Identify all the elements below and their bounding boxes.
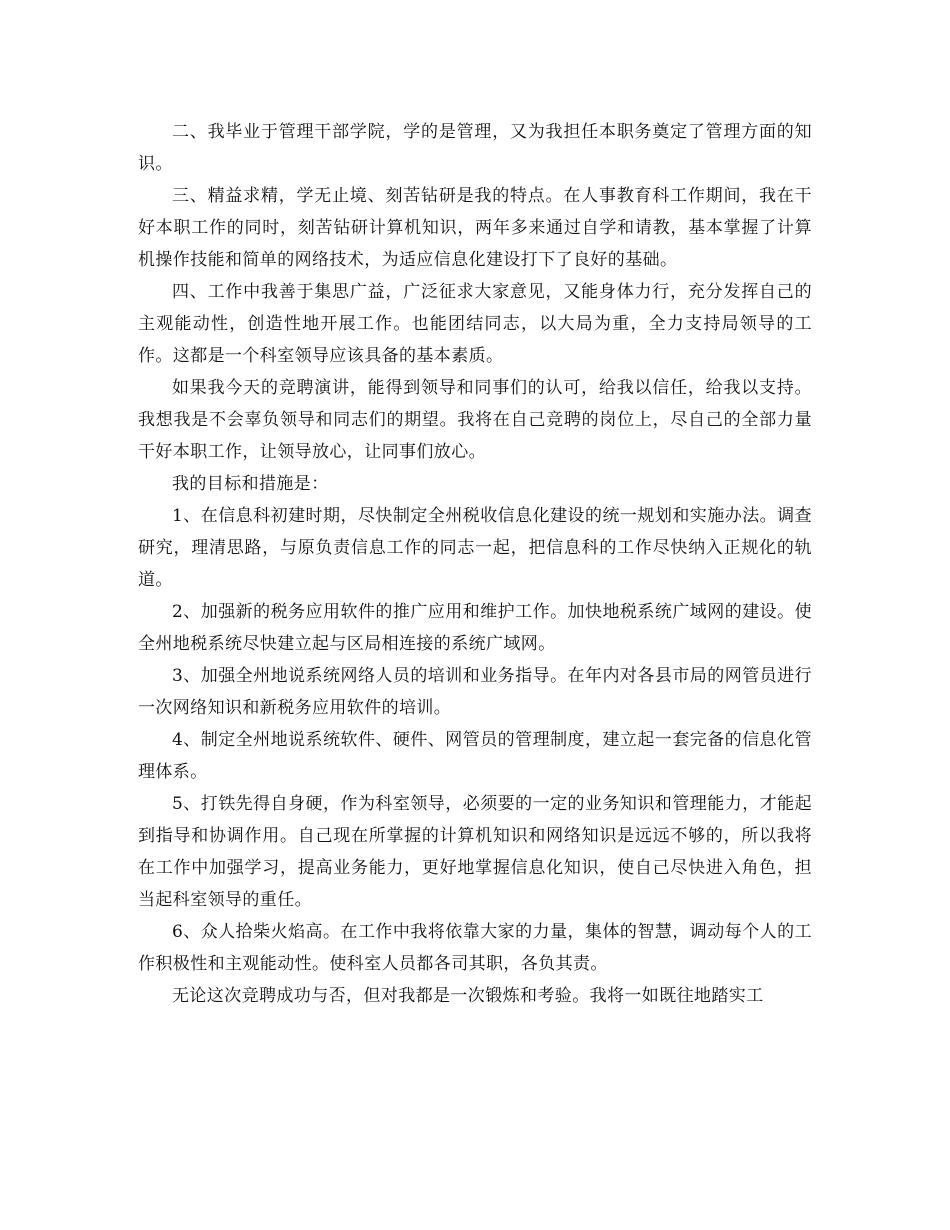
paragraph-2: 三、精益求精，学无止境、刻苦钻研是我的特点。在人事教育科工作期间，我在干好本职工作的同时，刻苦钻研计算机知识，两年多来通过自学和请教，基本掌握了计算机操作技能和简单的网络技术，为适应信息化建设打下了良好的基础。 xyxy=(138,186,812,270)
paragraph-7: 2、加强新的税务应用软件的推广应用和维护工作。加快地税系统广域网的建设。使全州地税系统尽快建立起与区局相连接的系统广域网。 xyxy=(138,602,812,654)
paragraph-3: 四、工作中我善于集思广益，广泛征求大家意见，又能身体力行，充分发挥自己的主观能动性，创造性地开展工作。也能团结同志，以大局为重，全力支持局领导的工作。这都是一个科室领导应该具备的基本素质。 xyxy=(138,282,812,366)
paragraph-6: 1、在信息科初建时期，尽快制定全州税收信息化建设的统一规划和实施办法。调查研究，理清思路，与原负责信息工作的同志一起，把信息科的工作尽快纳入正规化的轨道。 xyxy=(138,506,812,590)
paragraph-12: 无论这次竞聘成功与否，但对我都是一次锻炼和考验。我将一如既往地踏实工 xyxy=(172,986,764,1006)
paragraph-5: 我的目标和措施是： xyxy=(172,474,329,494)
paragraph-11: 6、众人拾柴火焰高。在工作中我将依靠大家的力量，集体的智慧，调动每个人的工作积极性和主观能动性。使科室人员都各司其职，各负其责。 xyxy=(138,922,812,974)
paragraph-4: 如果我今天的竞聘演讲，能得到领导和同事们的认可，给我以信任，给我以支持。我想我是不会辜负领导和同志们的期望。我将在自己竞聘的岗位上，尽自己的全部力量干好本职工作，让领导放心，让同事们放心。 xyxy=(138,378,812,462)
paragraph-1: 二、我毕业于管理干部学院，学的是管理，又为我担任本职务奠定了管理方面的知识。 xyxy=(138,122,812,174)
paragraph-9: 4、制定全州地说系统软件、硬件、网管员的管理制度，建立起一套完备的信息化管理体系。 xyxy=(138,730,812,782)
paragraph-8: 3、加强全州地说系统网络人员的培训和业务指导。在年内对各县市局的网管员进行一次网络知识和新税务应用软件的培训。 xyxy=(138,666,812,718)
paragraph-10: 5、打铁先得自身硬，作为科室领导，必须要的一定的业务知识和管理能力，才能起到指导和协调作用。自己现在所掌握的计算机知识和网络知识是远远不够的，所以我将在工作中加强学习，提高业务能力，更好地掌握信息化知识，使自己尽快进入角色，担当起科室领导的重任。 xyxy=(138,794,812,910)
